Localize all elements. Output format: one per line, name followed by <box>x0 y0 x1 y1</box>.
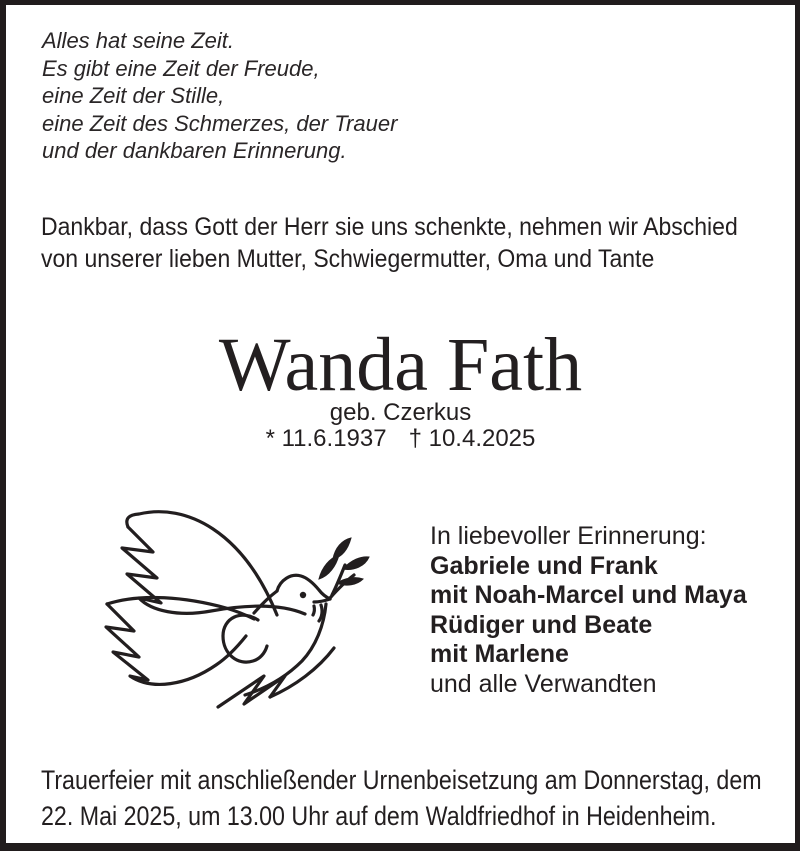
verse-line: Es gibt eine Zeit der Freude, <box>42 55 320 81</box>
funeral-details <box>41 762 762 834</box>
death-date: † 10.4.2025 <box>408 425 536 452</box>
deceased-name: Wanda Fath <box>218 323 583 407</box>
memorial-line: und alle Verwandten <box>430 669 657 698</box>
intro-line: von unserer lieben Mutter, Schwiegermutter, Oma und Tante <box>41 245 655 273</box>
birth-date: * 11.6.1937 <box>265 425 387 452</box>
intro-line: Dankbar, dass Gott der Herr sie uns schenkte, nehmen wir Abschied <box>41 213 738 241</box>
verse-line: Alles hat seine Zeit. <box>42 28 234 53</box>
mourner-names: mit Marlene <box>430 640 569 668</box>
dove-olive-branch-illustration <box>81 497 371 732</box>
funeral-line: Trauerfeier mit anschließender Urnenbeisetzung am Donnerstag, dem <box>41 765 762 795</box>
mourner-names: Gabriele und Frank <box>430 551 658 580</box>
memorial-line: In liebevoller Erinnerung: <box>430 522 707 550</box>
maiden-name: geb. Czerkus <box>329 399 472 426</box>
verse-line: eine Zeit der Stille, <box>42 83 225 108</box>
opening-verse <box>42 27 397 165</box>
introduction-text <box>41 211 738 275</box>
mourners-list <box>430 522 747 699</box>
mourner-names: Rüdiger und Beate <box>430 610 653 639</box>
mourner-names: mit Noah-Marcel und Maya <box>430 581 747 609</box>
funeral-line: 22. Mai 2025, um 13.00 Uhr auf dem Waldfriedhof in Heidenheim. <box>41 801 717 831</box>
verse-line: eine Zeit des Schmerzes, der Trauer <box>42 110 398 136</box>
verse-line: und der dankbaren Erinnerung. <box>42 138 347 163</box>
life-dates <box>6 425 795 453</box>
